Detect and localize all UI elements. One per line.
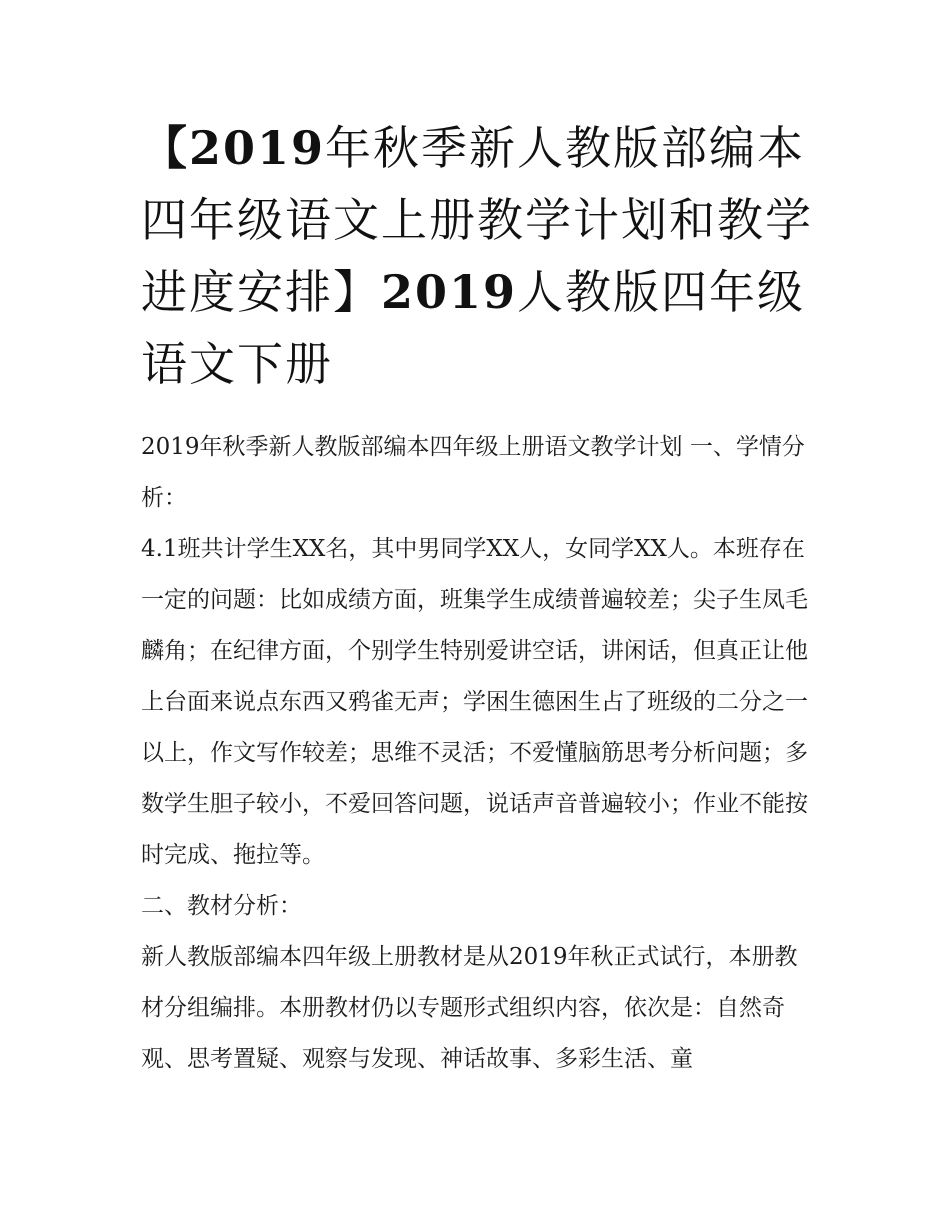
- document-body: [141, 112, 813, 1085]
- student-analysis-paragraph: 4.1班共计学生XX名，其中男同学XX人，女同学XX人。本班存在一定的问题：比如成绩方面，班集学生成绩普遍较差；尖子生凤毛麟角；在纪律方面，个别学生特别爱讲空话，讲闲话，但真正让他上台面来说点东西又鸦雀无声；学困生德困生占了班级的二分之一以上，作文写作较差；思维不灵活；不爱懂脑筋思考分析问题；多数学生胆子较小，不爱回答问题，说话声音普遍较小；作业不能按时完成、拖拉等。: [141, 536, 808, 868]
- intro-paragraph: 2019年秋季新人教版部编本四年级上册语文教学计划 一、学情分析：: [141, 434, 805, 511]
- title-second-year: 2019: [381, 265, 518, 319]
- document-title: [141, 112, 813, 400]
- title-subtitle-text: 人教版四年级语文下册: [141, 265, 806, 391]
- section-heading-textbook-analysis: 二、教材分析：: [141, 893, 302, 919]
- title-main-text: 年秋季新人教版部编本四年级语文上册教学计划和教学进度安排】: [141, 121, 813, 319]
- textbook-analysis-paragraph: 新人教版部编本四年级上册教材是从2019年秋正式试行，本册教材分组编排。本册教材仍以专题形式组织内容，依次是：自然奇观、思考置疑、观察与发现、神话故事、多彩生活、童: [141, 944, 798, 1072]
- title-bracket-year: 【2019: [141, 121, 326, 175]
